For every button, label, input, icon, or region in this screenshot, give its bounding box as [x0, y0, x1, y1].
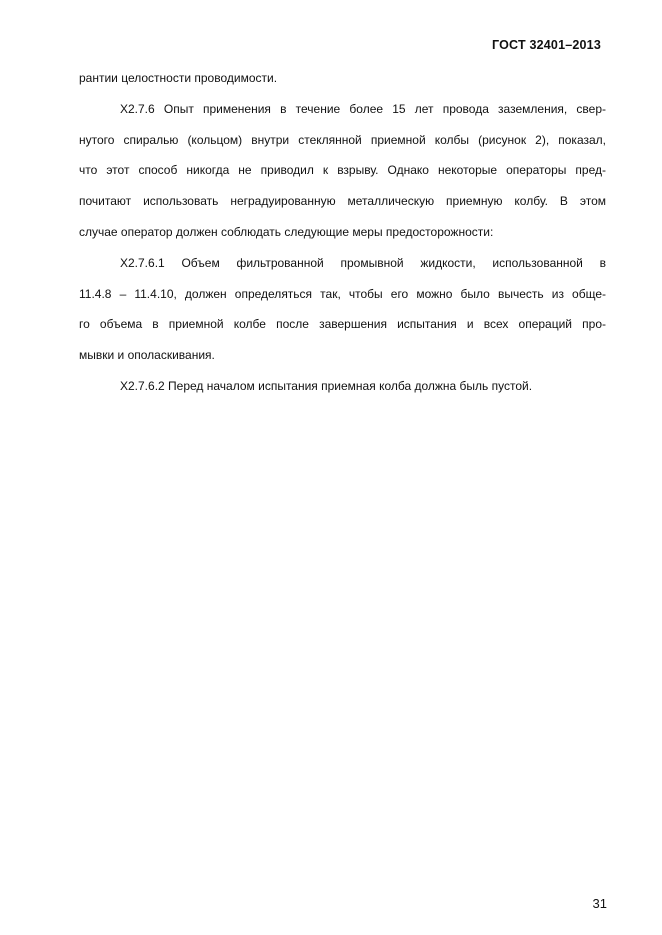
- paragraph-x2-7-6-1: [79, 248, 606, 371]
- page-number: 31: [592, 896, 607, 911]
- text-line: случае оператор должен соблюдать следующие меры предосторожности:: [79, 224, 494, 239]
- paragraph-x2-7-6-2: [79, 371, 606, 402]
- text-line: Х2.7.6.2 Перед началом испытания приемная колба должна быль пустой.: [120, 378, 533, 393]
- text-line: 11.4.8 – 11.4.10, должен определяться так, чтобы его можно было вычесть из обще-: [79, 286, 606, 301]
- text-line: го объема в приемной колбе после завершения испытания и всех операций про-: [79, 317, 606, 332]
- text-line: Х2.7.6 Опыт применения в течение более 15 лет провода заземления, свер-: [120, 101, 606, 116]
- text-line: нутого спиралью (кольцом) внутри стеклянной приемной колбы (рисунок 2), показал,: [79, 132, 606, 147]
- text-line: Х2.7.6.1 Объем фильтрованной промывной жидкости, использованной в: [120, 255, 606, 270]
- standard-header: ГОСТ 32401–2013: [492, 38, 601, 52]
- text-line: что этот способ никогда не приводил к взрыву. Однако некоторые операторы пред-: [79, 163, 606, 178]
- text-line: почитают использовать неградуированную металлическую приемную колбу. В этом: [79, 194, 606, 209]
- text-line: рантии целостности проводимости.: [79, 71, 278, 85]
- text-line: мывки и ополаскивания.: [79, 348, 215, 363]
- body-text: [79, 63, 606, 402]
- paragraph-continuation: [79, 63, 606, 94]
- paragraph-x2-7-6: [79, 94, 606, 248]
